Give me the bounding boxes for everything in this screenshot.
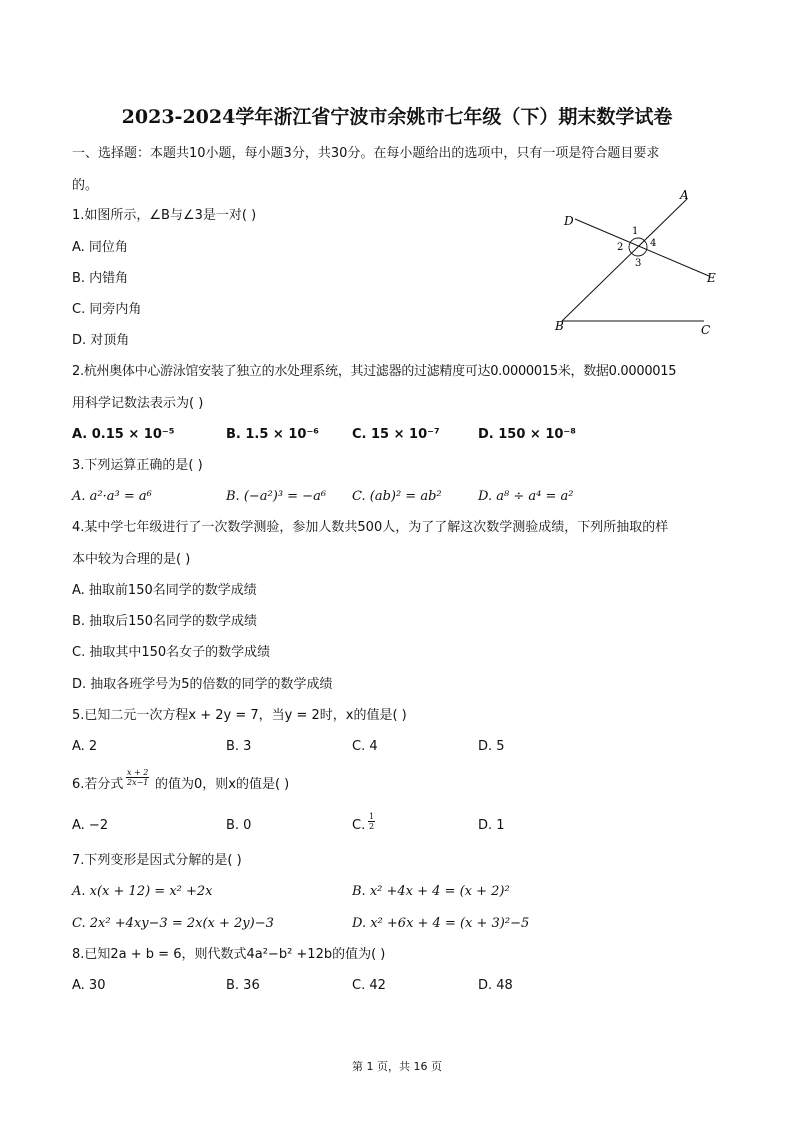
label-c: C	[701, 323, 711, 337]
q5-option-a: A. 2	[72, 739, 98, 754]
q6-option-d: D. 1	[478, 818, 505, 833]
question-3-stem: 3.下列运算正确的是( )	[72, 458, 203, 473]
q1-option-a: A. 同位角	[72, 240, 128, 255]
q6-option-a: A. −2	[72, 818, 109, 833]
q8-option-d: D. 48	[478, 978, 513, 993]
angle-3: 3	[635, 258, 642, 269]
label-e: E	[707, 271, 716, 285]
q3-option-b: B. (−a²)³ = −a⁶	[226, 489, 327, 504]
question-4-stem-line2: 本中较为合理的是( )	[72, 552, 191, 567]
angle-2: 2	[617, 242, 624, 253]
line-de	[575, 219, 709, 276]
section-heading-line1: 一、选择题：本题共10小题，每小题3分，共30分。在每小题给出的选项中，只有一项是符合题目要求	[72, 146, 660, 161]
q1-option-c: C. 同旁内角	[72, 302, 142, 317]
q6-option-c-denominator: 2	[369, 822, 375, 831]
q5-option-d: D. 5	[478, 739, 505, 754]
q8-option-a: A. 30	[72, 978, 106, 993]
q2-option-d: D. 150 × 10⁻⁸	[478, 427, 576, 442]
question-8-stem: 8.已知2a + b = 6，则代数式4a²−b² +12b的值为( )	[72, 947, 386, 962]
label-b: B	[555, 319, 564, 333]
q6-option-c-fraction	[368, 812, 375, 831]
q4-option-c: C. 抽取其中150名女子的数学成绩	[72, 645, 271, 660]
question-2-stem: 2.杭州奥体中心游泳馆安装了独立的水处理系统，其过滤器的过滤精度可达0.0000015米，数据0.0000015	[72, 364, 677, 379]
q6-option-c-numerator: 1	[369, 812, 375, 821]
q7-option-d: D. x² +6x + 4 = (x + 3)²−5	[352, 916, 530, 931]
q2-option-c: C. 15 × 10⁻⁷	[352, 427, 440, 442]
label-a: A	[680, 188, 689, 202]
q6-fraction-denominator: 2x−1	[126, 778, 149, 787]
question-4-stem: 4.某中学七年级进行了一次数学测验，参加人数共500人，为了了解这次数学测验成绩，下列所抽取的样	[72, 520, 669, 535]
question-6-stem-pre: 6.若分式	[72, 777, 124, 792]
q6-option-c: C.	[352, 818, 366, 833]
q7-option-b: B. x² +4x + 4 = (x + 2)²	[352, 884, 510, 899]
q4-option-d: D. 抽取各班学号为5的倍数的同学的数学成绩	[72, 677, 333, 692]
q2-option-a: A. 0.15 × 10⁻⁵	[72, 427, 175, 442]
q5-option-c: C. 4	[352, 739, 378, 754]
q3-option-a: A. a²·a³ = a⁶	[72, 489, 152, 504]
page-title: 2023-2024学年浙江省宁波市余姚市七年级（下）期末数学试卷	[121, 106, 673, 128]
q5-option-b: B. 3	[226, 739, 252, 754]
question-5-stem: 5.已知二元一次方程x + 2y = 7，当y = 2时，x的值是( )	[72, 708, 407, 723]
line-ab	[562, 199, 687, 321]
question-1-stem: 1.如图所示，∠B与∠3是一对( )	[72, 208, 257, 223]
label-d: D	[564, 214, 574, 228]
q3-option-c: C. (ab)² = ab²	[352, 489, 442, 504]
section-heading-line2: 的。	[72, 178, 99, 193]
q2-option-b: B. 1.5 × 10⁻⁶	[226, 427, 319, 442]
geometry-figure	[545, 182, 735, 342]
q8-option-c: C. 42	[352, 978, 386, 993]
q4-option-a: A. 抽取前150名同学的数学成绩	[72, 583, 257, 598]
q7-option-a: A. x(x + 12) = x² +2x	[72, 884, 213, 899]
q1-option-b: B. 内错角	[72, 271, 129, 286]
q1-option-d: D. 对顶角	[72, 333, 130, 348]
q6-option-b: B. 0	[226, 818, 252, 833]
q3-option-d: D. a⁸ ÷ a⁴ = a²	[478, 489, 574, 504]
q6-fraction	[126, 768, 149, 787]
question-2-stem-line2: 用科学记数法表示为( )	[72, 396, 204, 411]
angle-1: 1	[632, 226, 639, 237]
question-7-stem: 7.下列变形是因式分解的是( )	[72, 853, 242, 868]
q6-fraction-numerator: x + 2	[127, 768, 149, 777]
q7-option-c: C. 2x² +4xy−3 = 2x(x + 2y)−3	[72, 916, 274, 931]
q4-option-b: B. 抽取后150名同学的数学成绩	[72, 614, 257, 629]
angle-4: 4	[650, 238, 657, 249]
question-6-stem-post: 的值为0，则x的值是( )	[155, 777, 290, 792]
q8-option-b: B. 36	[226, 978, 260, 993]
page-footer: 第 1 页，共 16 页	[352, 1060, 442, 1073]
